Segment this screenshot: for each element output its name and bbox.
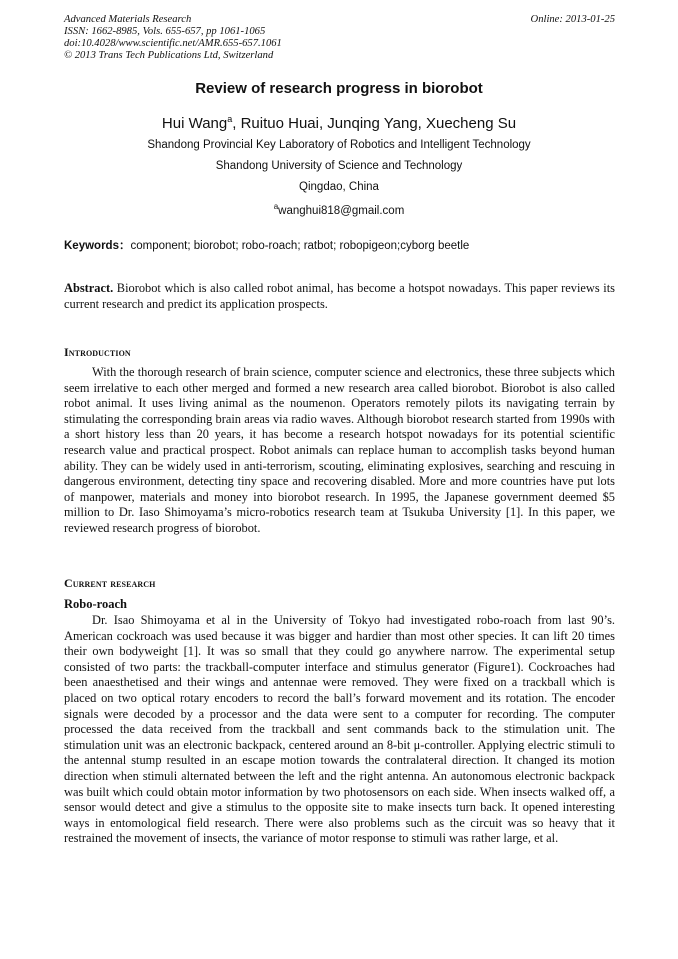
current-research-heading: Current research [64, 576, 156, 590]
doi-line: doi:10.4028/www.scientific.net/AMR.655-657.1061 [64, 38, 282, 49]
first-author: Hui Wang [161, 115, 228, 132]
journal-header [64, 14, 615, 62]
abstract-text: Biorobot which is also called robot animal, has become a hotspot nowadays. This paper reviews its current research and predict its application prospects. [64, 281, 615, 311]
first-author-superscript: a [227, 114, 233, 124]
author-list [0, 114, 678, 132]
keywords-label: Keywords： [64, 240, 131, 252]
robo-roach-subheading: Robo-roach [64, 597, 127, 611]
abstract [64, 280, 615, 312]
email-superscript: a [273, 202, 279, 211]
keywords [64, 237, 615, 253]
paper-title: Review of research progress in biorobot [195, 80, 483, 97]
copyright-line: © 2013 Trans Tech Publications Ltd, Switzerland [64, 50, 274, 61]
introduction-heading: Introduction [64, 345, 131, 359]
email-address: wanghui818@gmail.com [278, 204, 405, 217]
affiliation-line-1: Shandong Provincial Key Laboratory of Robotics and Intelligent Technology [147, 139, 531, 151]
author-email [0, 202, 678, 217]
affiliation-line-3: Qingdao, China [299, 181, 379, 193]
issn-line: ISSN: 1662-8985, Vols. 655-657, pp 1061-1065 [64, 26, 266, 37]
keywords-text: component; biorobot; robo-roach; ratbot; robopigeon;cyborg beetle [130, 240, 470, 252]
robo-roach-paragraph: Dr. Isao Shimoyama et al in the University of Tokyo had investigated robo-roach from last 90’s. American cockroach was used because it was bigger and hardier than most other species. It can lift 20 times their own bodyweight [1]. It was so small that they could go anywhere narrow. The experimental setup consisted of two parts: the trackball-computer interface and stimulus generator (Figure1). Cockroaches had been anaesthetised and their wings and antennae were removed. They were fixed on a trackball which is placed on two optical rotary encoders to record the ball’s forward movement and its rotation. The encoder signals were decoded by a processor and the data were sent to a computer for recording. The computer processed the data received from the trackball and sent commands back to the stimulation unit. The stimulation unit was an electronic backpack, centered around an 8-bit μ-controller. Applying electric stimuli to the antennal stump resulted in an escape motion towards the contralateral direction. It changed its motion direction when stimuli alternated between the left and the right antenna. An autonomous electronic backpack was built which could obtain motor information by two photosensors on each side. When insects walked off, a sensor would detect and give a stimulus to the opposite site to make insects turn back. It opened interesting ways in entomological field research. There were also problems such as the circuit was so heavy that it restrained the movement of insects, the variance of motor response to stimuli was rather large, et al. [64, 613, 615, 846]
other-authors: , Ruituo Huai, Junqing Yang, Xuecheng Su [232, 115, 517, 132]
introduction-paragraph: With the thorough research of brain science, computer science and electronics, these three subjects which seem irrelative to each other merged and formed a new research area called biorobot. Biorobot is also called robot animal. It uses living animal as the noumenon. Operators remotely pilots its navigating terrain by stimulating the corresponding brain areas via radio waves. Although biorobot research started from 1990s with a short history less than 20 years, it has become a research hotspot nowadays for its potential scientific research value and practical prospect. Robot animals can replace human to accomplish tasks beyond human ability. They can be widely used in anti-terrorism, scouting, eliminating explosives, searching and rescuing in dangerous environment, detecting tiny space and recovering disabled. More and more countries have put lots of manpower, materials and money into biorobot research. In 1995, the Japanese government deemed $5 million to Dr. Iaso Shimoyama’s micro-robotics research team at Tsukuba University [1]. In this paper, we reviewed research progress of biorobot. [64, 365, 615, 535]
affiliation-line-2: Shandong University of Science and Technology [215, 160, 463, 172]
journal-name: Advanced Materials Research [64, 14, 192, 25]
online-date: Online: 2013-01-25 [530, 14, 615, 25]
abstract-label: Abstract. [64, 281, 114, 295]
